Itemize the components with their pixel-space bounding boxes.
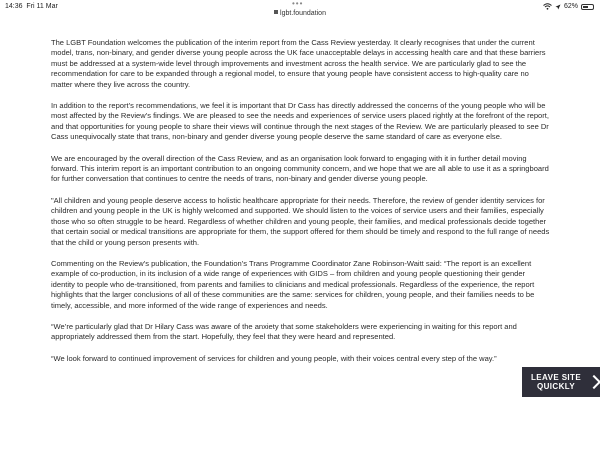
article-paragraph: The LGBT Foundation welcomes the publication of the interim report from the Cass Review yesterday. It clearly recognises that under the current model, trans, non-binary, and gender diverse young people across the UK face unacceptable delays in accessing health care and that these barriers must be addressed at a system-wide level through improvements and investment across the health service. We are particularly glad to see the recommendation for care to be expanded through a regional model, to ensure that young people have consistent access to high-quality care no matter where they live across the country. <box>51 38 546 89</box>
leave-site-quickly-button[interactable] <box>522 367 600 397</box>
article-paragraph: In addition to the report’s recommendations, we feel it is important that Dr Cass has directly addressed the concerns of the young people who will be most affected by the Review’s findings. We are pleased to see the needs and experiences of service users placed rightly at the forefront of the report, and that opportunities for young people to share their views will continue through the next stages of the Review. We are particularly pleased to see Dr Cass unequivocally state that trans, non-binary and gender diverse young people deserve the same standard of care as everyone else. <box>51 101 549 142</box>
leave-site-label <box>531 373 581 391</box>
article-paragraph: Commenting on the Review’s publication, the Foundation’s Trans Programme Coordinator Zane Robinson-Waitt said: “The report is an excellent example of co-production, in its inclusion of a wide range of experiences with GIDS – from children and young people questioning their gender identity to people who de-transitioned, from parents and families to clinicians and medical professionals. Regardless of the experience, the report highlights that the larger conclusions of all of these communities are the same: services for children, young people, and their families needs to be timely, accessible, and more informed of the wide range of experiences and needs. <box>51 258 535 310</box>
address-bar[interactable] <box>0 10 600 17</box>
status-date: Fri 11 Mar <box>26 3 58 10</box>
status-indicators <box>543 3 594 10</box>
status-time-date <box>5 3 58 10</box>
article-paragraph: “We look forward to continued improvement of services for children and young people, with their voices central every step of the way.” <box>51 353 497 363</box>
leave-site-line1: LEAVE SITE <box>531 373 582 382</box>
battery-fill <box>583 6 588 8</box>
wifi-icon <box>543 3 552 10</box>
lock-icon <box>274 10 278 14</box>
url-text: lgbt.foundation <box>280 10 326 17</box>
article-paragraph: “We’re particularly glad that Dr Hilary Cass was aware of the anxiety that some stakeholders were experiencing in waiting for this report and appropriately addressed them from the start. Hopefully, they feel that they were heard and represented. <box>51 321 517 342</box>
multitasking-dots-icon[interactable]: ••• <box>292 0 304 8</box>
battery-icon <box>581 4 594 10</box>
article-content <box>51 38 551 375</box>
leave-site-line2: QUICKLY <box>537 382 576 391</box>
status-time: 14:36 <box>5 3 23 10</box>
article-paragraph: "All children and young people deserve access to holistic healthcare appropriate for their needs. Therefore, the review of gender identity services for children and young people in the UK is highly welcomed and supported. We should listen to the voices of service users and their families, especially those who so often struggle to be heard. Regardless of whether children and young people, their families, and medical professionals decide together that certain social or medical transitions are appropriate for them, the support offered for them should be timely and respond to the full range of needs that the child or young person presents with. <box>51 195 550 247</box>
battery-percent: 62% <box>563 3 578 10</box>
location-icon <box>555 4 561 10</box>
article-paragraph: We are encouraged by the overall direction of the Cass Review, and as an organisation look forward to engaging with it in further detail moving forward. This interim report is an important contribution to an ongoing community concern, and we hope that we are all able to use it as a springboard for further conversation that continues to centre the needs of trans, non-binary and gender diverse young people. <box>51 153 549 184</box>
chevron-right-icon <box>587 375 600 389</box>
